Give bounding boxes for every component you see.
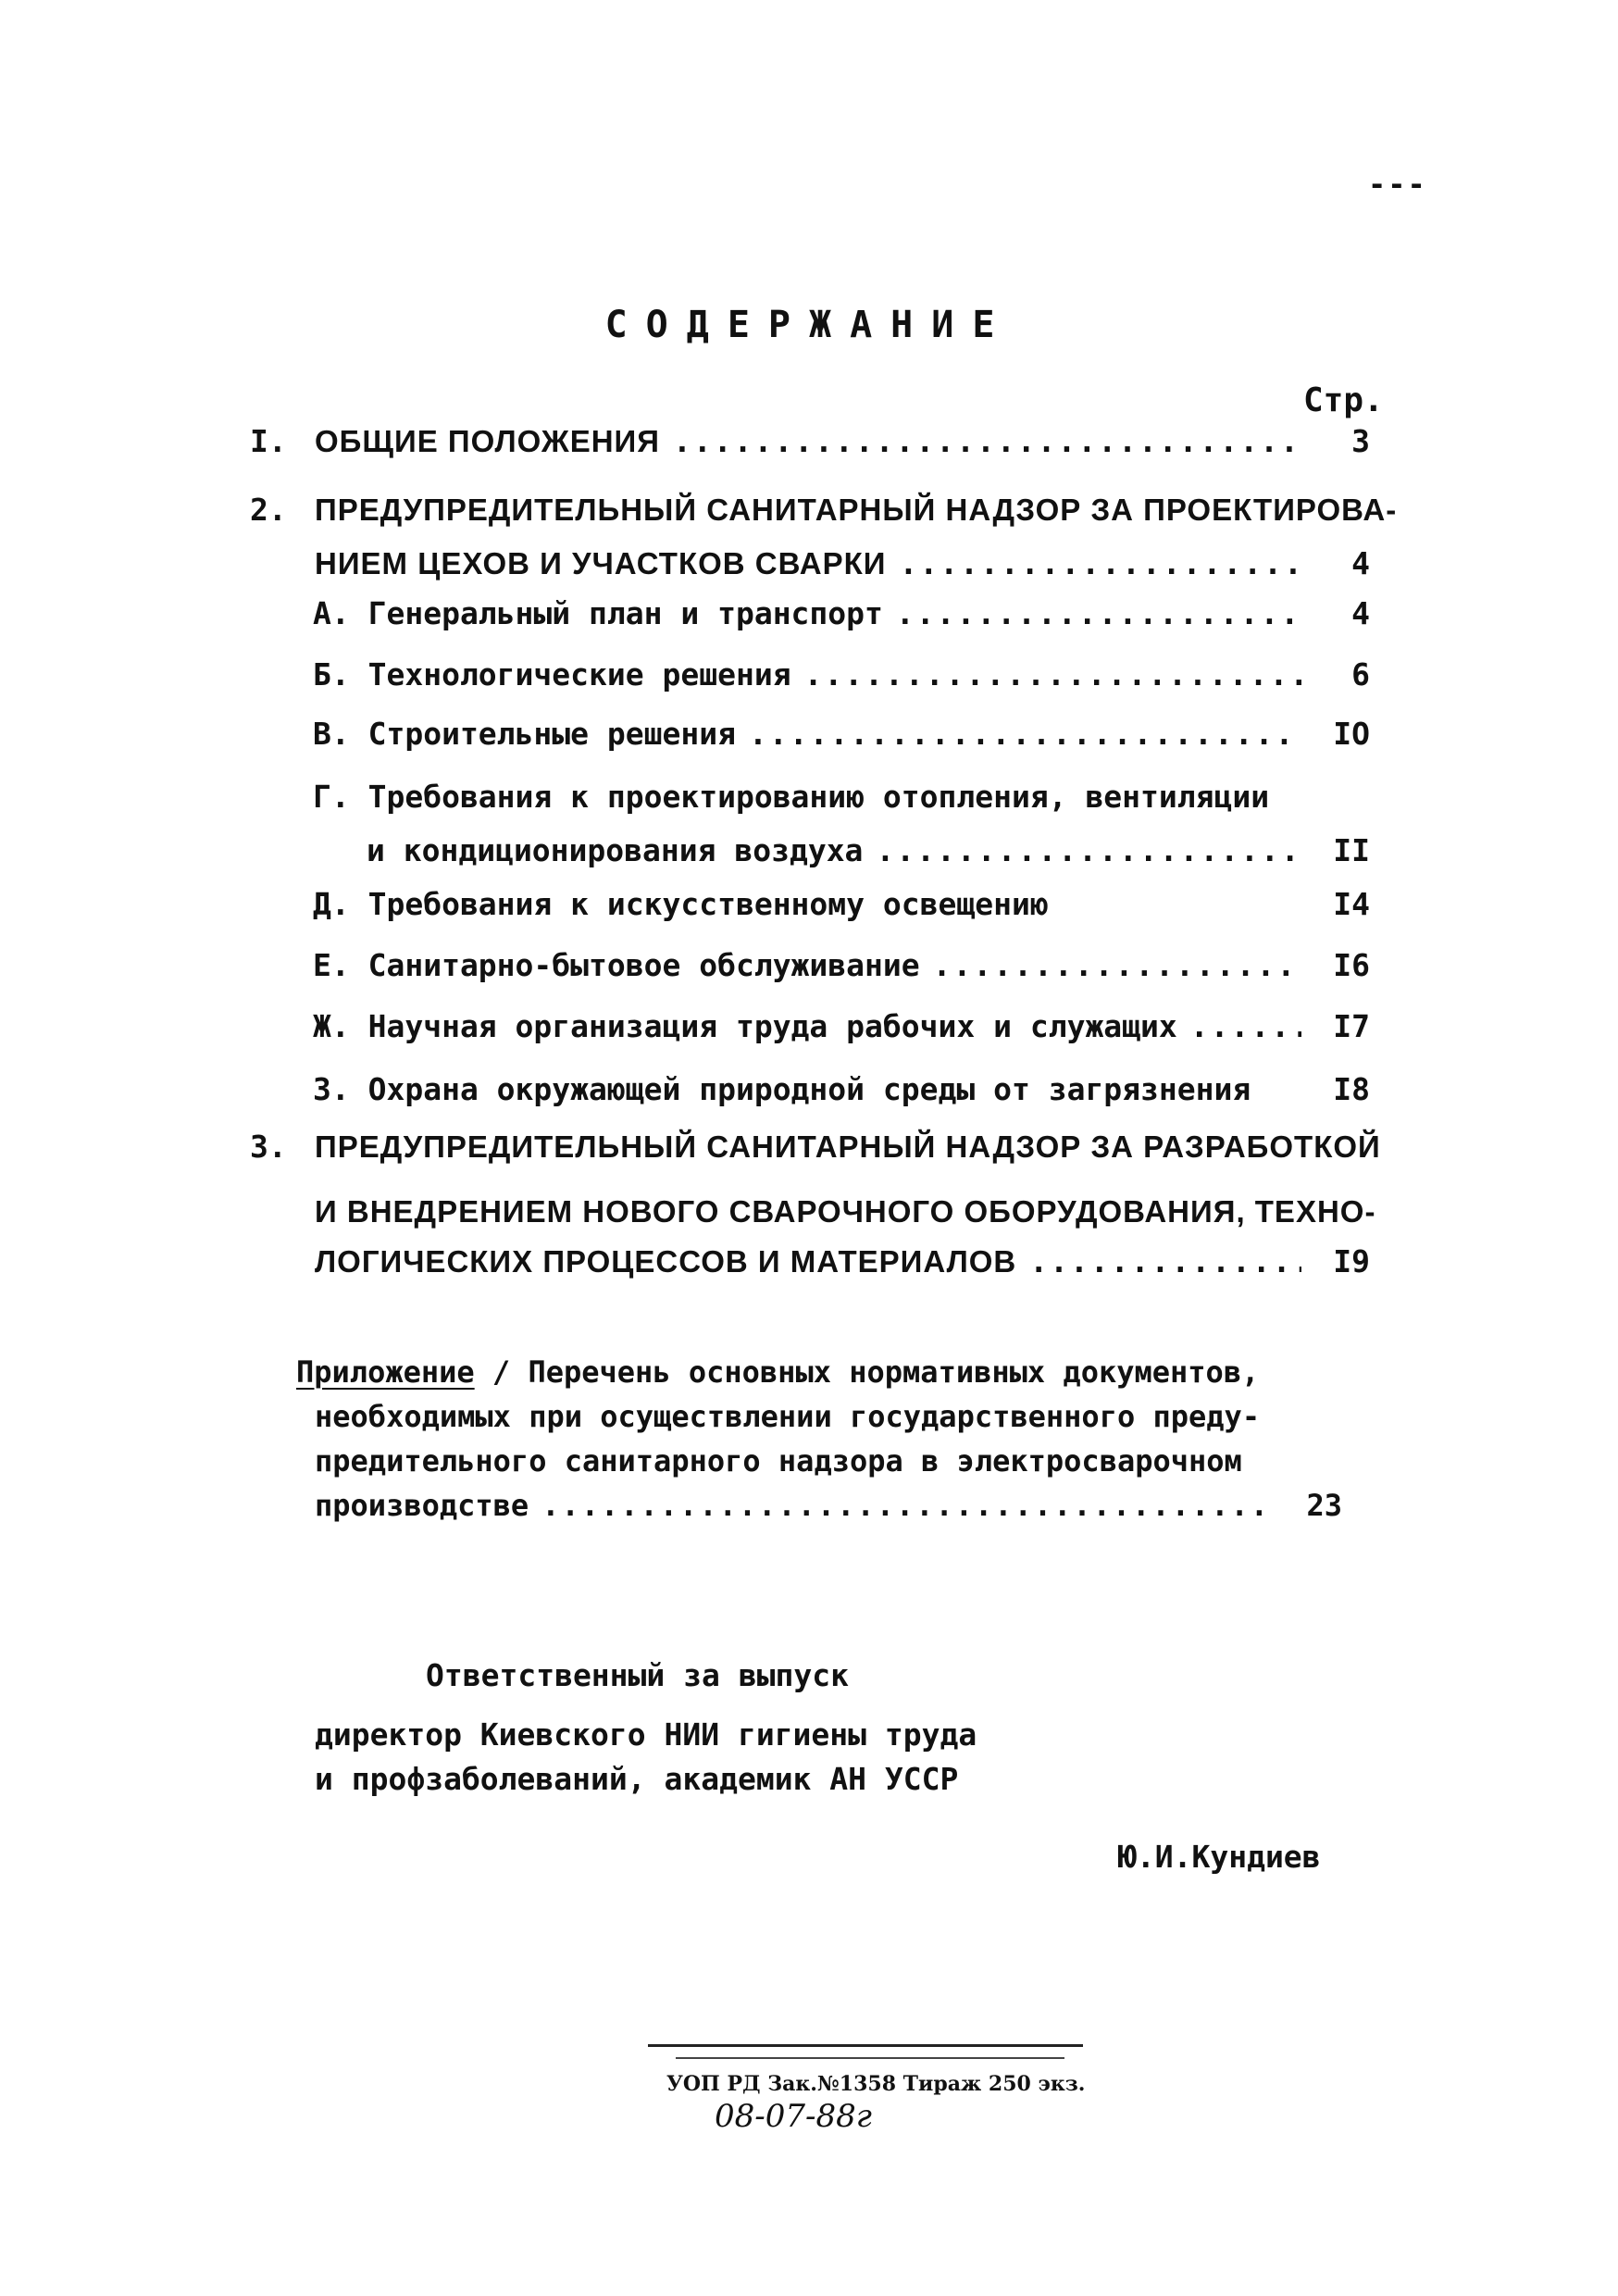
- toc-text-line3: ЛОГИЧЕСКИХ ПРОЦЕССОВ И МАТЕРИАЛОВ: [315, 1244, 1017, 1279]
- toc-text-line2: НИЕМ ЦЕХОВ И УЧАСТКОВ СВАРКИ: [315, 546, 887, 580]
- responsible-line2: и профзаболеваний, академик АН УССР: [315, 1761, 959, 1797]
- toc-number: 2.: [250, 492, 287, 528]
- toc-page: II: [1333, 832, 1370, 868]
- responsible-name: Ю.И.Кундиев: [1118, 1839, 1321, 1875]
- page-column-label: Стр.: [1303, 381, 1384, 419]
- toc-text-line2: И ВНЕДРЕНИЕМ НОВОГО СВАРОЧНОГО ОБОРУДОВАНИЯ, ТЕХНО-: [315, 1194, 1376, 1229]
- toc-page: 4: [1351, 595, 1370, 631]
- toc-page: I6: [1333, 947, 1370, 983]
- appendix-line4: производстве: [315, 1488, 529, 1523]
- toc-number: I.: [250, 423, 287, 459]
- toc-page: 4: [1351, 545, 1370, 581]
- toc-text-line1: Г. Требования к проектированию отопления, вентиляции: [313, 779, 1270, 815]
- handwritten-date: 08-07-88г: [715, 2098, 872, 2135]
- appendix-entry: [296, 1350, 1342, 1528]
- toc-number: 3.: [250, 1129, 287, 1165]
- responsible-heading: Ответственный за выпуск: [426, 1657, 849, 1693]
- appendix-label: Приложение: [296, 1354, 475, 1390]
- toc-leader: [896, 594, 1301, 633]
- toc-text: В. Строительные решения: [313, 716, 736, 752]
- toc-text: Е. Санитарно-бытовое обслуживание: [313, 947, 920, 983]
- toc-page: I9: [1333, 1243, 1370, 1279]
- print-imprint: УОП РД Зак.№1358 Тираж 250 экз.: [666, 2072, 1086, 2096]
- corner-mark: ---: [1368, 167, 1427, 202]
- toc-page: IO: [1333, 716, 1370, 752]
- toc-text-line1: ПРЕДУПРЕДИТЕЛЬНЫЙ САНИТАРНЫЙ НАДЗОР ЗА ПРОЕКТИРОВА-: [315, 493, 1398, 527]
- toc-leader: [1029, 1242, 1301, 1281]
- appendix-page: 23: [1306, 1488, 1342, 1523]
- toc-page: I4: [1333, 886, 1370, 922]
- toc-page: I8: [1333, 1071, 1370, 1107]
- responsible-line1: директор Киевского НИИ гигиены труда: [315, 1716, 977, 1753]
- toc-leader: [876, 831, 1301, 870]
- toc-text: Ж. Научная организация труда рабочих и служащих: [313, 1008, 1177, 1044]
- toc-text: А. Генеральный план и транспорт: [313, 595, 883, 631]
- appendix-text: / Перечень основных нормативных документов,: [474, 1354, 1260, 1390]
- toc-page: 6: [1351, 656, 1370, 693]
- toc-text: Б. Технологические решения: [313, 656, 791, 693]
- toc-text: З. Охрана окружающей природной среды от загрязнения: [313, 1071, 1251, 1107]
- toc-leader: [1190, 1007, 1301, 1046]
- toc-text: Д. Требования к искусственному освещению: [313, 886, 1049, 922]
- toc-page: 3: [1351, 423, 1370, 459]
- toc-leader: [804, 655, 1301, 694]
- footer-rule: [648, 2044, 1083, 2047]
- footer-rule-secondary: [676, 2057, 1064, 2059]
- toc-page: I7: [1333, 1008, 1370, 1044]
- appendix-line2: необходимых при осуществлении государственного преду-: [315, 1399, 1261, 1434]
- toc-leader: [673, 422, 1301, 461]
- toc-text-line2: и кондиционирования воздуха: [367, 832, 864, 868]
- toc-text: ОБЩИЕ ПОЛОЖЕНИЯ: [315, 424, 660, 458]
- appendix-line3: предительного санитарного надзора в электросварочном: [315, 1443, 1242, 1479]
- toc-leader: [899, 544, 1301, 583]
- toc-leader: [541, 1483, 1274, 1528]
- toc-leader: [933, 946, 1301, 985]
- toc-leader: [749, 715, 1301, 754]
- page-title: СОДЕРЖАНИЕ: [604, 304, 1014, 346]
- toc-text-line1: ПРЕДУПРЕДИТЕЛЬНЫЙ САНИТАРНЫЙ НАДЗОР ЗА РАЗРАБОТКОЙ: [315, 1129, 1381, 1164]
